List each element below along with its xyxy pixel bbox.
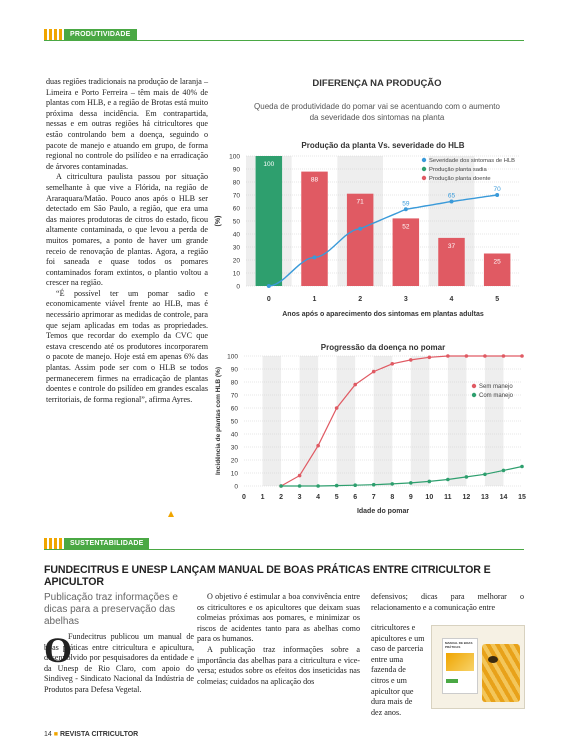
bar-value-label: 100 (263, 161, 275, 168)
x-tick-label: 2 (279, 494, 284, 501)
severity-value-label: 59 (402, 200, 410, 208)
y-tick-label: 50 (232, 218, 240, 226)
x-tick-label: 1 (260, 494, 265, 501)
y-tick-label: 0 (236, 283, 240, 291)
section-rule (44, 40, 524, 41)
article-column-1: Fundecitrus publicou um manual de boas práticas entre citricultura e apicultura, desenvolvido por pesquisadores da entidade e da Unesp de Rio Claro, com apoio do Sindiveg - Sindicato Nacional da Indústria de Produtos para Defesa Vegetal. (44, 632, 194, 694)
x-tick-label: 11 (444, 494, 452, 501)
stripe-decoration (44, 29, 64, 40)
series-point (372, 483, 376, 487)
booklet-title: MANUAL DE BOAS PRÁTICAS (445, 641, 473, 649)
footer-separator: ■ (53, 731, 60, 738)
article-headline: FUNDECITRUS E UNESP LANÇAM MANUAL DE BOAS PRÁTICAS ENTRE CITRICULTOR E APICULTOR (44, 564, 491, 588)
line-chart-progression (212, 340, 530, 528)
y-tick-label: 70 (230, 392, 238, 400)
x-tick-label: 8 (390, 494, 395, 501)
drop-cap: O (44, 630, 73, 670)
bar-value-label: 88 (310, 176, 319, 184)
legend-marker (422, 176, 426, 180)
y-tick-label: 40 (230, 431, 238, 439)
y-tick-label: 70 (232, 192, 240, 200)
section-label: PRODUTIVIDADE (64, 29, 137, 40)
legend-label: Produção planta doente (429, 176, 491, 182)
end-mark-icon (167, 510, 175, 518)
y-tick-label: 100 (227, 353, 238, 361)
severity-point (267, 284, 271, 288)
series-point (409, 358, 413, 362)
left-column (46, 77, 208, 405)
article-column-3-top: defensivos; dicas para melhorar o relacionamento e a comunicação entre (371, 592, 524, 612)
booklet-artwork (446, 653, 474, 671)
bar-chart-production (212, 138, 530, 328)
bar-value-label: 52 (402, 223, 410, 231)
y-tick-label: 10 (232, 270, 240, 278)
bar-value-label: 71 (356, 198, 364, 206)
booklet-logo (446, 679, 458, 683)
y-axis-label: (%) (215, 215, 222, 227)
x-tick-label: 12 (462, 494, 471, 501)
series-point (353, 383, 357, 387)
y-tick-label: 0 (234, 483, 238, 491)
x-tick-label: 1 (312, 296, 317, 303)
figure-subtitle: Queda de produtividade do pomar vai se acentuando com o aumento da severidade dos sintomas na planta (254, 102, 500, 122)
x-tick-label: 2 (358, 296, 363, 303)
bar (256, 156, 282, 286)
y-tick-label: 20 (232, 257, 240, 265)
series-point (465, 475, 469, 479)
severity-point (313, 255, 317, 259)
series-point (298, 474, 302, 478)
series-point (335, 484, 339, 488)
figure-title: DIFERENÇA NA PRODUÇÃO (312, 78, 442, 89)
x-tick-label: 4 (449, 296, 454, 303)
series-point (465, 354, 469, 358)
x-tick-label: 6 (353, 494, 358, 501)
x-tick-label: 0 (242, 494, 246, 501)
series-point (502, 354, 506, 358)
series-point (409, 481, 413, 485)
x-tick-label: 4 (316, 494, 321, 501)
section-tag-bottom (44, 538, 149, 549)
x-axis-label: Anos após o aparecimento dos sintomas em plantas adultas (282, 311, 484, 318)
series-point (316, 444, 320, 448)
article-deck: Publicação traz informações e dicas para a preservação das abelhas (44, 592, 178, 627)
x-tick-label: 14 (499, 494, 508, 501)
y-tick-label: 20 (230, 457, 238, 465)
series-point (390, 362, 394, 366)
y-axis-label: Incidência de plantas com HLB (%) (215, 367, 222, 475)
series-point (483, 354, 487, 358)
bar-value-label: 25 (493, 258, 501, 266)
bar (347, 194, 373, 286)
honeycomb-graphic (482, 644, 520, 702)
x-tick-label: 3 (297, 494, 302, 501)
x-tick-label: 5 (334, 494, 339, 501)
legend-label: Severidade dos sintomas de HLB (429, 158, 516, 164)
magazine-name: REVISTA CITRICULTOR (59, 731, 139, 738)
x-tick-label: 5 (495, 296, 500, 303)
chart-title: Progressão da doença no pomar (320, 343, 446, 352)
y-tick-label: 100 (229, 153, 240, 161)
y-tick-label: 80 (232, 179, 240, 187)
chart-title: Produção da planta Vs. severidade do HLB (301, 141, 465, 150)
x-tick-label: 7 (371, 494, 376, 501)
bee-icon (488, 656, 498, 663)
severity-value-label: 65 (447, 192, 456, 200)
series-point (372, 370, 376, 374)
series-point (316, 484, 320, 488)
severity-point (404, 207, 408, 211)
y-tick-label: 30 (232, 244, 240, 252)
series-point (335, 406, 339, 410)
legend-label: Produção planta sadia (429, 167, 487, 173)
series-point (502, 469, 506, 473)
legend-marker (422, 167, 426, 171)
x-tick-label: 9 (408, 494, 413, 501)
section-rule (44, 549, 524, 550)
paragraph: A publicação traz informações sobre a importância das abelhas para a citricultura e vice-versa; estudos sobre os efeitos dos inseticidas nas colmeias; cuidados na aplicação dos (197, 644, 360, 686)
page-footer (44, 731, 138, 738)
section-tag-top (44, 29, 137, 40)
y-tick-label: 30 (230, 444, 238, 452)
series-point (483, 473, 487, 477)
series-point (428, 480, 432, 484)
y-tick-label: 60 (230, 405, 238, 413)
severity-value-label: 70 (493, 186, 501, 193)
x-axis-label: Idade do pomar (356, 508, 410, 515)
severity-point (358, 227, 362, 231)
y-tick-label: 90 (232, 166, 240, 174)
series-point (353, 483, 357, 487)
legend-marker (472, 393, 476, 397)
y-tick-label: 80 (230, 379, 238, 387)
article-column-3-wrap: citricultores e apicultores e um caso de parceria entre uma fazenda de citros e um apicultor que dura mais de dez anos. (371, 623, 425, 717)
x-tick-label: 0 (266, 296, 271, 303)
section-label: SUSTENTABILIDADE (64, 538, 149, 549)
x-tick-label: 10 (425, 494, 434, 501)
x-tick-label: 13 (481, 494, 489, 501)
x-tick-label: 3 (403, 296, 408, 303)
y-tick-label: 90 (230, 366, 238, 374)
paragraph: O objetivo é estimular a boa convivência entre os citricultores e os apicultores que deixam suas colmeias próximas aos pomares, e minimizar os riscos de acidentes tanto para as abelhas como para os humanos. (197, 592, 360, 644)
series-point (446, 478, 450, 482)
manual-cover-image (431, 625, 525, 709)
severity-point (495, 193, 499, 197)
series-point (298, 484, 302, 488)
series-point (428, 356, 432, 360)
legend-label: Com manejo (479, 393, 514, 399)
y-tick-label: 50 (230, 418, 238, 426)
article-column-2 (197, 592, 360, 687)
y-tick-label: 60 (232, 205, 240, 213)
manual-booklet (442, 638, 478, 694)
series-point (446, 354, 450, 358)
severity-point (450, 200, 454, 204)
y-tick-label: 40 (232, 231, 240, 239)
x-tick-label: 15 (518, 494, 526, 501)
series-point (520, 465, 524, 469)
bar (301, 172, 327, 286)
legend-marker (422, 158, 426, 162)
legend-label: Sem manejo (479, 384, 513, 390)
paragraph: A citricultura paulista passou por situação semelhante à que vive a Flórida, na região de Araraquara/Matão. Pouco anos após o HLB ser detectado em São Paulo, a região, que era uma das maiores produtoras de citros do estado, ficou altamente contaminada, o que levou a perda de muitos pomares, a ponto de haver um grande receio de renovação de plantas. Agora, a região foi saneada e quase todos os pomares contaminados foram extintos, o plantio voltou a crescer na região. (46, 172, 208, 288)
y-tick-label: 10 (230, 470, 238, 478)
paragraph: “É possível ter um pomar sadio e economicamente viável frente ao HLB, mas é necessário aprimorar as medidas de controle, para que sejam aplicadas em todas as propriedades. Temos que recordar do exemplo da CVC que estava crescendo até os produtores incorporarem o pacote de manejo. Hoje está em apenas 6% das plantas. Assim pode ser com o HLB se todos permanecerem firmes na erradicação de plantas doentes e controle do psilídeo em grandes escalas territoriais, de forma regional”, afirma Ayres. (46, 288, 208, 404)
paragraph: duas regiões tradicionais na produção de laranja – Limeira e Porto Ferreira – têm mais de 40% de plantas com HLB, e a região de Brotas está muito próxima dessa incidência. Em contrapartida, nessas e em outras regiões há citricultores que estão controlando bem a doença, seguindo o pacote de manejo e atuando em grupo, de forma regional no controle do psilídeo e na erradicação de árvores contaminadas. (46, 77, 208, 171)
page-number: 14 (44, 731, 52, 738)
series-point (279, 484, 283, 488)
series-point (520, 354, 524, 358)
stripe-decoration (44, 538, 64, 549)
series-point (390, 482, 394, 486)
bar-value-label: 37 (447, 242, 456, 250)
legend-marker (472, 384, 476, 388)
